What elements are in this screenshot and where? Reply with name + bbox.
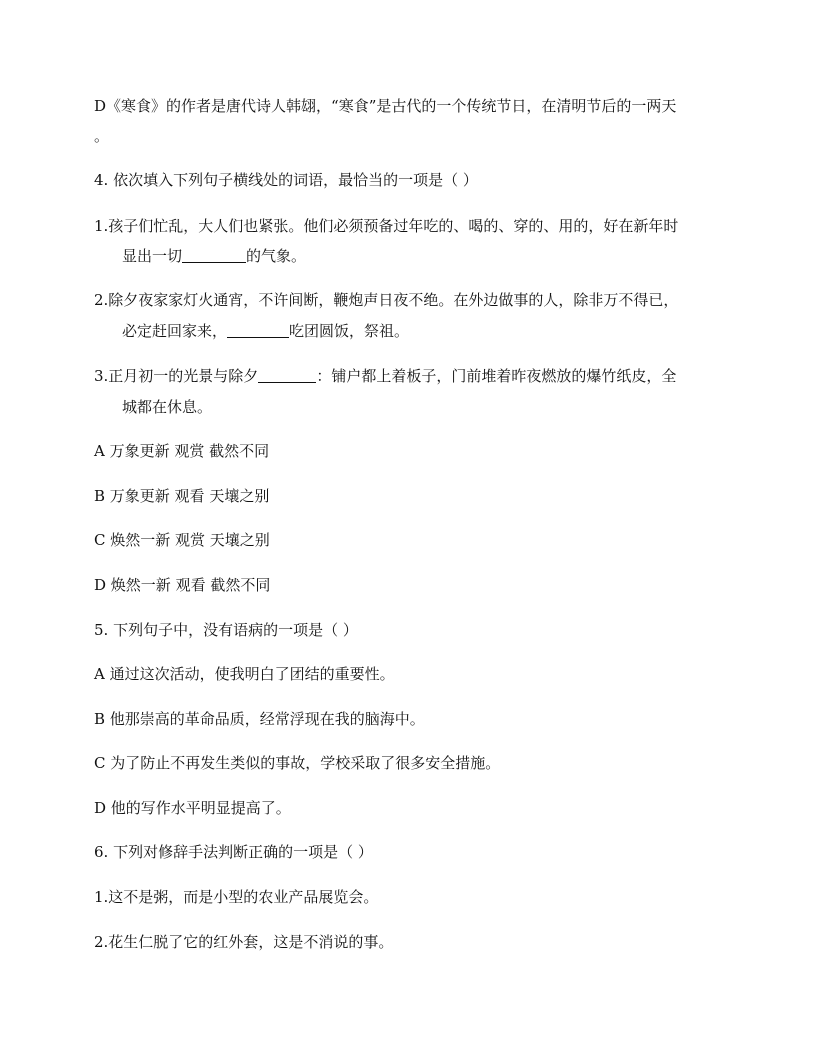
q5-option-b: B 他那崇高的革命品质，经常浮现在我的脑海中。 xyxy=(94,710,425,728)
q4-option-c: C 焕然一新 观赏 天壤之别 xyxy=(94,531,270,549)
q4-sentence1-line2 xyxy=(122,246,306,266)
fill-blank-1 xyxy=(182,248,246,263)
q5-option-c: C 为了防止不再发生类似的事故，学校采取了很多安全措施。 xyxy=(94,754,501,772)
q4-stem: 4. 依次填入下列句子横线处的词语，最恰当的一项是（ ） xyxy=(94,171,478,189)
q4-s1-pre: 显出一切 xyxy=(122,247,183,265)
q6-stem: 6. 下列对修辞手法判断正确的一项是（ ） xyxy=(94,843,373,861)
q4-s2-pre: 必定赶回家来， xyxy=(122,322,228,340)
q4-sentence2-line2 xyxy=(122,321,409,341)
q4-sentence3-line1 xyxy=(94,366,676,386)
q5-option-a: A 通过这次活动，使我明白了团结的重要性。 xyxy=(94,665,395,683)
q4-s1-post: 的气象。 xyxy=(246,247,307,265)
q6-sentence2: 2.花生仁脱了它的红外套，这是不消说的事。 xyxy=(94,933,394,951)
q4-sentence2-line1: 2.除夕夜家家灯火通宵，不许间断，鞭炮声日夜不绝。在外边做事的人，除非万不得已， xyxy=(94,291,679,309)
q4-s3-pre: 3.正月初一的光景与除夕 xyxy=(94,367,259,385)
q4-sentence3-line2: 城都在休息。 xyxy=(122,398,213,416)
q4-sentence1-line1: 1.孩子们忙乱，大人们也紧张。他们必须预备过年吃的、喝的、穿的、用的，好在新年时 xyxy=(94,217,679,235)
q4-option-b: B 万象更新 观看 天壤之别 xyxy=(94,487,270,505)
q4-option-d: D 焕然一新 观看 截然不同 xyxy=(94,576,271,594)
fill-blank-3 xyxy=(258,368,316,383)
q5-option-d: D 他的写作水平明显提高了。 xyxy=(94,799,291,817)
q4-option-a: A 万象更新 观赏 截然不同 xyxy=(94,442,270,460)
q5-stem: 5. 下列句子中，没有语病的一项是（ ） xyxy=(94,621,358,639)
q6-sentence1: 1.这不是粥，而是小型的农业产品展览会。 xyxy=(94,888,379,906)
q3-option-d-line2: 。 xyxy=(94,127,110,145)
q4-s2-post: 吃团圆饭，祭祖。 xyxy=(289,322,410,340)
fill-blank-2 xyxy=(227,323,289,338)
q3-option-d-line1: D《寒食》的作者是唐代诗人韩翃，“寒食”是古代的一个传统节日，在清明节后的一两天 xyxy=(94,97,677,115)
q4-s3-post: ：铺户都上着板子，门前堆着昨夜燃放的爆竹纸皮，全 xyxy=(316,367,677,385)
